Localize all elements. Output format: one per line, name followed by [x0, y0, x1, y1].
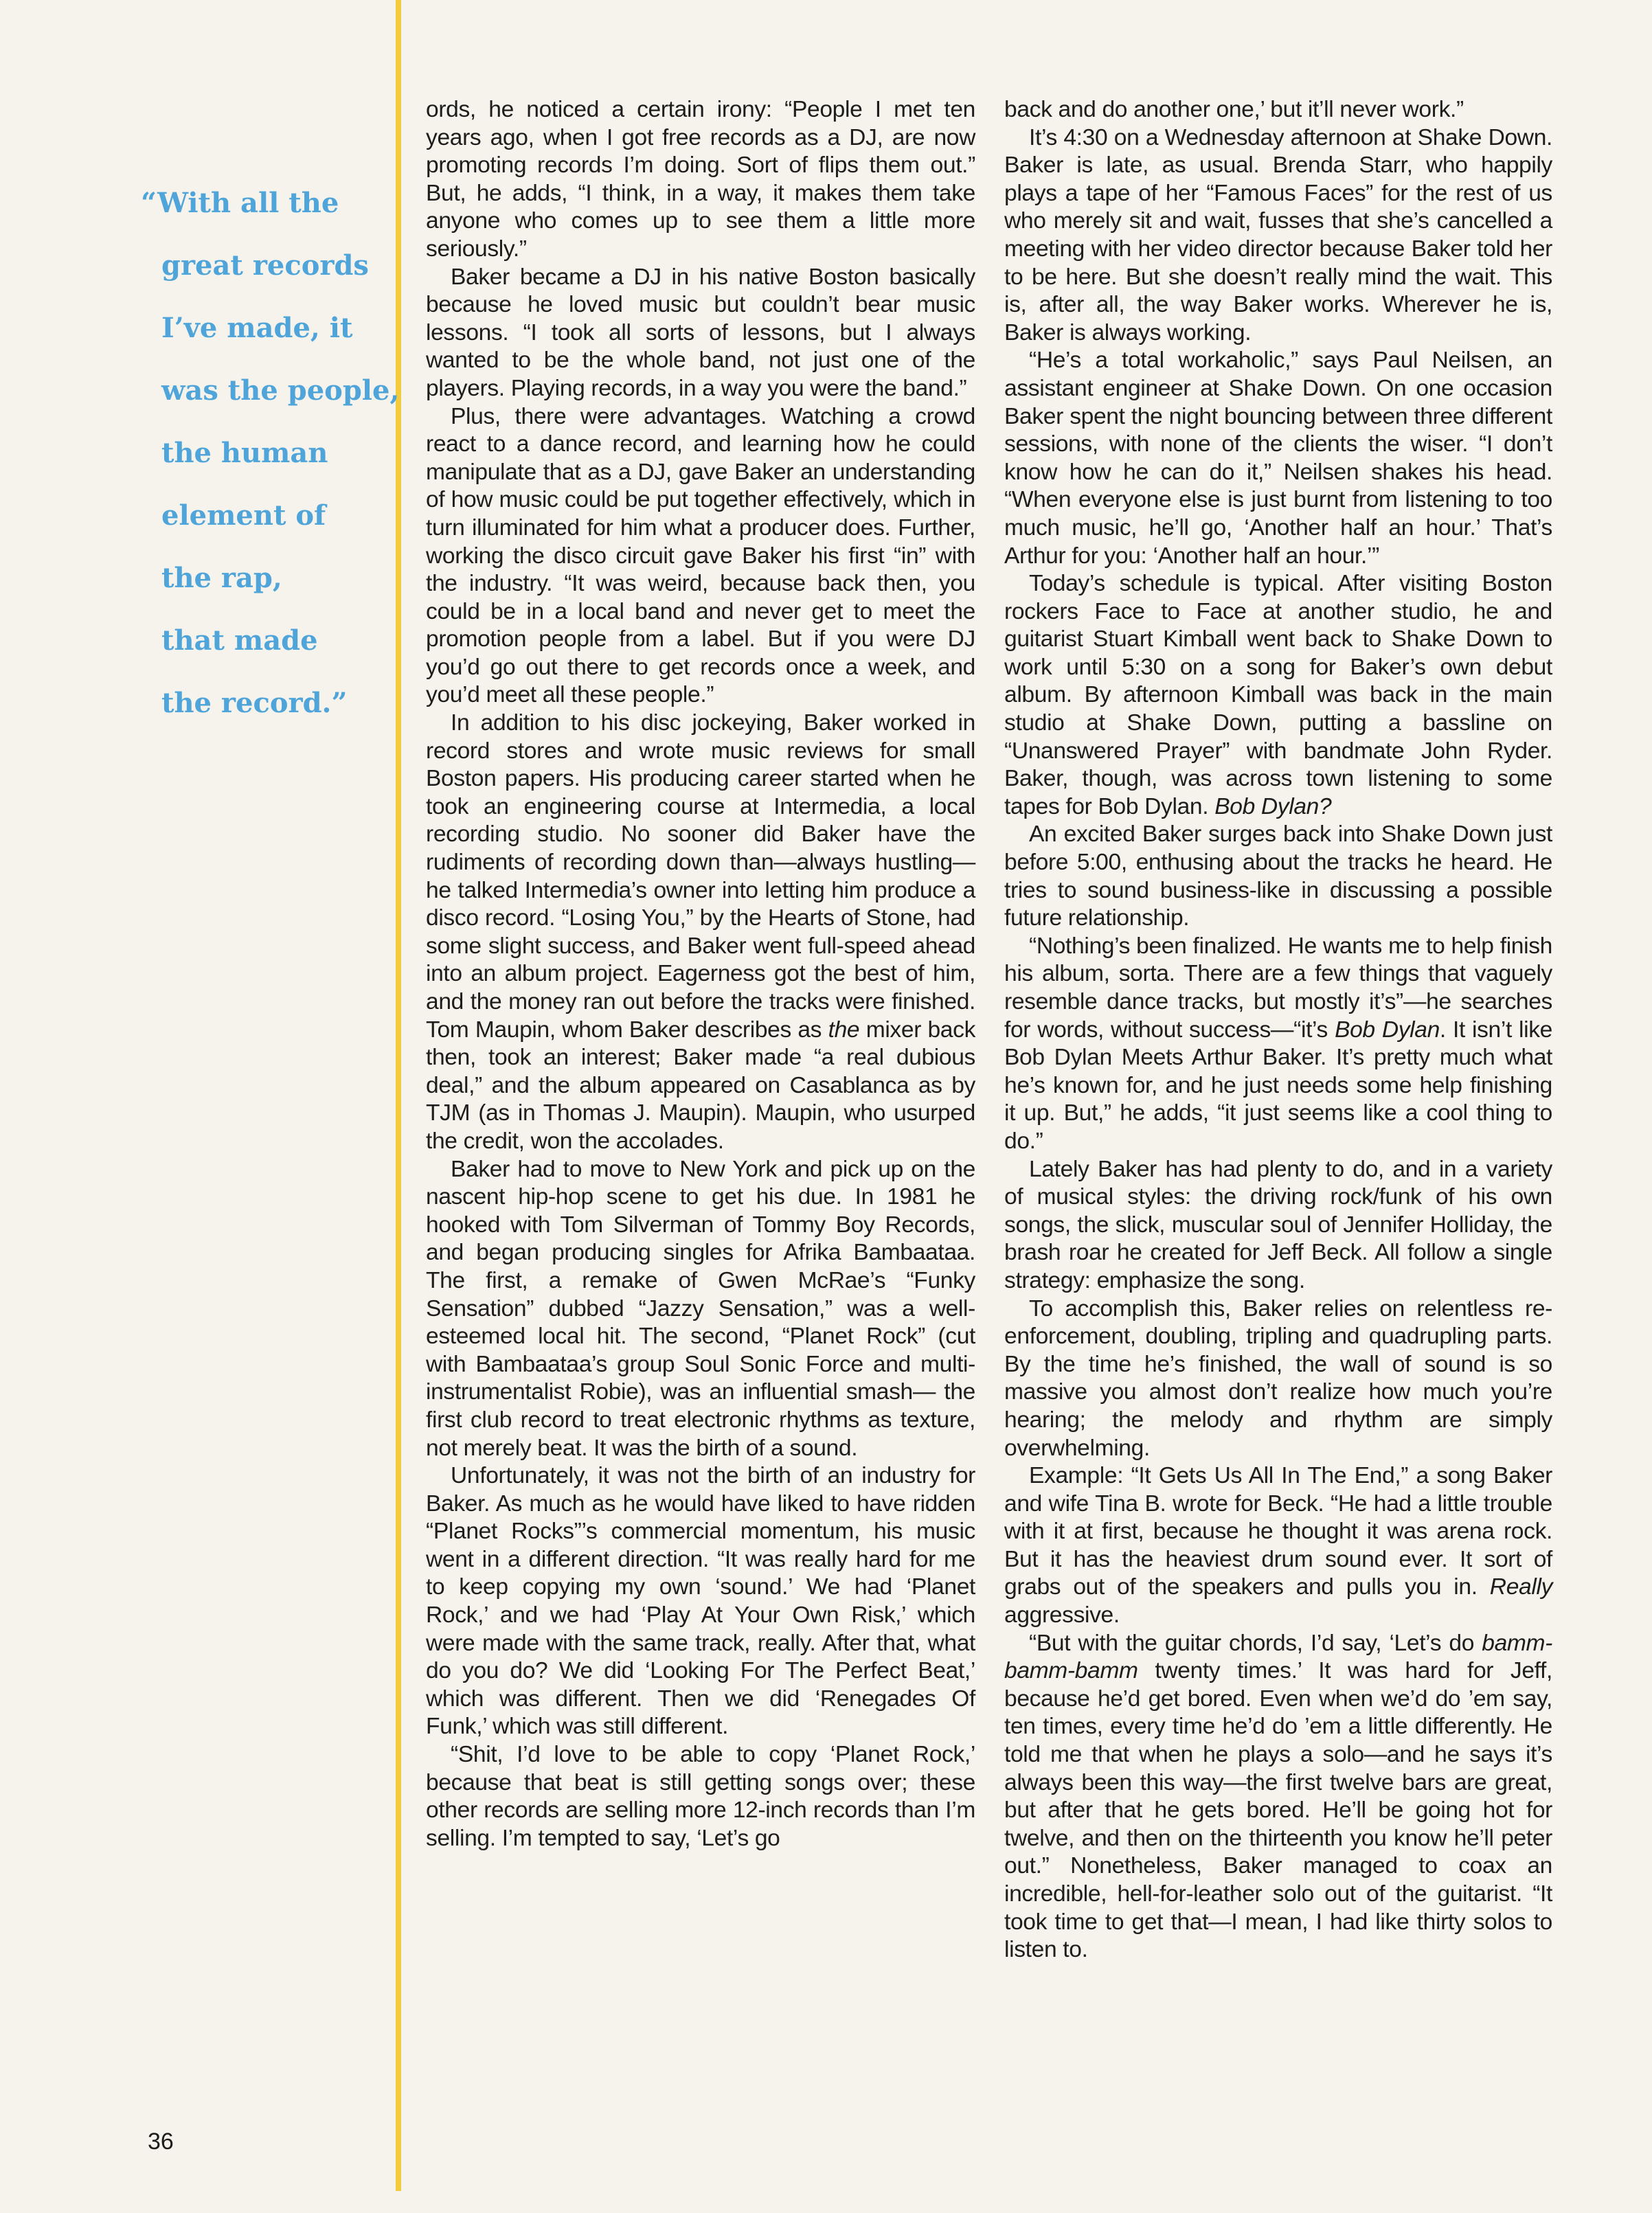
text-run: Today’s schedule is typical. After visiting Boston rockers Face to Face at another studio, he and guitarist Stuart Kimball went back to Shake Down to work until 5:30 on a song for Baker’s own debut album. By afternoon Kimball was back in the main studio at Shake Down, putting a bassline on “Unanswered Prayer” with bandmate John Ryder. Baker, though, was across town listening to some tapes for Bob Dylan.	[1004, 571, 1552, 819]
text-run: In addition to his disc jockeying, Baker worked in record stores and wrote music reviews for small Boston papers. His producing career started when he took an engineering course at Intermedia, a local recording studio. No sooner did Baker have the rudiments of recording down than—always hustling—he talked Intermedia’s owner into letting him produce a disco record. “Losing You,” by the Hearts of Stone, had some slight success, and Baker went full-speed ahead into an album project. Eagerness got the best of him, and the money ran out before the tracks were finished. Tom Maupin, whom Baker describes as	[426, 710, 975, 1043]
text-run: “Nothing’s been finalized. He wants me to help finish his album, sorta. There are a few things that vaguely resemble dance tracks, but mostly it’s”—he searches for words, without success—“it’s	[1004, 933, 1552, 1043]
paragraph	[1004, 570, 1552, 821]
pull-quote-line: was the people,	[161, 374, 400, 407]
pull-quote	[141, 172, 402, 734]
paragraph: Plus, there were advantages. Watching a crowd react to a dance record, and learning how he could manipulate that as a DJ, gave Baker an understanding of how music could be put together effectively, which in turn illuminated for him what a producer does. Further, working the disco circuit gave Baker his first “in” with the industry. “It was weird, because back then, you could be in a local band and never get to meet the promotion people from a label. But if you were DJ you’d go out there to get records once a week, and you’d meet all these people.”	[426, 403, 975, 708]
pull-quote-line: element of	[161, 499, 326, 532]
paragraph: An excited Baker surges back into Shake Down just before 5:00, enthusing about the tracks he heard. He tries to sound business-like in discussing a possible future relationship.	[1004, 821, 1552, 931]
paragraph: Unfortunately, it was not the birth of an industry for Baker. As much as he would have liked to have ridden “Planet Rocks”’s commercial momentum, his music went in a different direction. “It was really hard for me to keep copying my own ‘sound.’ We had ‘Planet Rock,’ and we had ‘Play At Your Own Risk,’ which were made with the same track, really. After that, what do you do? We did ‘Looking For The Perfect Beat,’ which was different. Then we did ‘Renegades Of Funk,’ which was still different.	[426, 1463, 975, 1740]
paragraph: ords, he noticed a certain irony: “People I met ten years ago, when I got free records as a DJ, are now promoting records I’m doing. Sort of flips them out.” But, he adds, “I think, in a way, it makes them take anyone who comes up to see them a little more seriously.”	[426, 97, 975, 262]
paragraph: back and do another one,’ but it’ll never work.”	[1004, 97, 1464, 122]
text-run: aggressive.	[1004, 1602, 1120, 1628]
italic-text: the	[828, 1017, 860, 1043]
text-run: “But with the guitar chords, I’d say, ‘Let’s do	[1029, 1630, 1475, 1656]
page-number: 36	[148, 2129, 174, 2155]
text-run: Example: “It Gets Us All In The End,” a song Baker and wife Tina B. wrote for Beck. “He had a little trouble with it at first, because he thought it was arena rock. But it has the heaviest drum sound ever. It sort of grabs out of the speakers and pulls you in.	[1004, 1463, 1552, 1600]
article-column-right	[1004, 96, 1552, 1964]
paragraph	[1004, 933, 1552, 1156]
pull-quote-line: the record.”	[161, 687, 348, 719]
italic-text: Bob Dylan	[1335, 1017, 1440, 1043]
paragraph: “He’s a total workaholic,” says Paul Neilsen, an assistant engineer at Shake Down. On one occasion Baker spent the night bouncing between three different sessions, with none of the clients the wiser. “I don’t know how he can do it,” Neilsen shakes his head. “When everyone else is just burnt from listening to too much music, he’ll go, ‘Another half an hour.’ That’s Arthur for you: ‘Another half an hour.’”	[1004, 348, 1552, 569]
italic-text: Bob Dylan?	[1214, 793, 1332, 819]
pull-quote-line: the human	[161, 437, 328, 469]
italic-text: Really	[1489, 1574, 1553, 1600]
paragraph: It’s 4:30 on a Wednesday afternoon at Shake Down. Baker is late, as usual. Brenda Starr, who happily plays a tape of her “Famous Faces” for the rest of us who merely sit and wait, fusses that she’s cancelled a meeting with her video director because Baker told her to be here. But she doesn’t really mind the wait. This is, after all, the way Baker works. Wherever he is, Baker is always working.	[1004, 124, 1552, 345]
paragraph	[1004, 1630, 1552, 1964]
paragraph: Lately Baker has had plenty to do, and in a variety of musical styles: the driving rock/funk of his own songs, the slick, muscular soul of Jennifer Holliday, the brash roar he created for Jeff Beck. All follow a single strategy: emphasize the song.	[1004, 1156, 1552, 1293]
text-run: twenty times.’ It was hard for Jeff, because he’d get bored. Even when we’d do ’em say, ten times, every time he’d do ’em a little differently. He told me that when he plays a solo—and he says it’s always been this way—the first twelve bars are great, but after that he gets bored. He’ll be going hot for twelve, and then on the thirteenth you know he’ll peter out.” Nonetheless, Baker managed to coax an incredible, hell-for-leather solo out of the guitarist. “It took time to get that—I mean, I had like thirty solos to listen to.	[1004, 1658, 1552, 1963]
pull-quote-line: great records	[161, 249, 369, 282]
paragraph	[1004, 1462, 1552, 1630]
pull-quote-line: “With all the	[141, 187, 339, 219]
pull-quote-line: the rap,	[161, 562, 282, 594]
pull-quote-line: I’ve made, it	[161, 312, 353, 344]
paragraph: Baker had to move to New York and pick up on the nascent hip-hop scene to get his due. In 1981 he hooked with Tom Silverman of Tommy Boy Records, and began producing singles for Afrika Bambaataa. The first, a remake of Gwen McRae’s “Funky Sensation” dubbed “Jazzy Sensation,” was a well-esteemed local hit. The second, “Planet Rock” (cut with Bambaataa’s group Soul Sonic Force and multi-instrumentalist Robie), was an influential smash— the first club record to treat electronic rhythms as texture, not merely beat. It was the birth of a sound.	[426, 1156, 975, 1461]
text-run: mixer back then, took an interest; Baker made “a real dubious deal,” and the album appeared on Casablanca as by TJM (as in Thomas J. Maupin). Maupin, who usurped the credit, won the accolades.	[426, 1017, 976, 1154]
paragraph: Baker became a DJ in his native Boston basically because he loved music but couldn’t bear music lessons. “I took all sorts of lessons, but I always wanted to be the whole band, not just one of the players. Playing records, in a way you were the band.”	[426, 264, 975, 401]
paragraph: To accomplish this, Baker relies on relentless re-enforcement, doubling, tripling and quadrupling parts. By the time he’s finished, the wall of sound is so massive you almost don’t realize how much you’re hearing; the melody and rhythm are simply overwhelming.	[1004, 1295, 1552, 1461]
article-column-left	[426, 96, 975, 1852]
paragraph	[426, 710, 975, 1156]
paragraph: “Shit, I’d love to be able to copy ‘Planet Rock,’ because that beat is still getting songs over; these other records are selling more 12-inch records than I’m selling. I’m tempted to say, ‘Let’s go	[426, 1742, 975, 1851]
text-run: . It isn’t like Bob Dylan Meets Arthur Baker. It’s pretty much what he’s known for, and he just needs some help finishing it up. But,” he adds, “it just seems like a cool thing to do.”	[1004, 1017, 1552, 1154]
italic-text: bamm-bamm-bamm	[1004, 1630, 1552, 1684]
pull-quote-line: that made	[161, 624, 318, 657]
